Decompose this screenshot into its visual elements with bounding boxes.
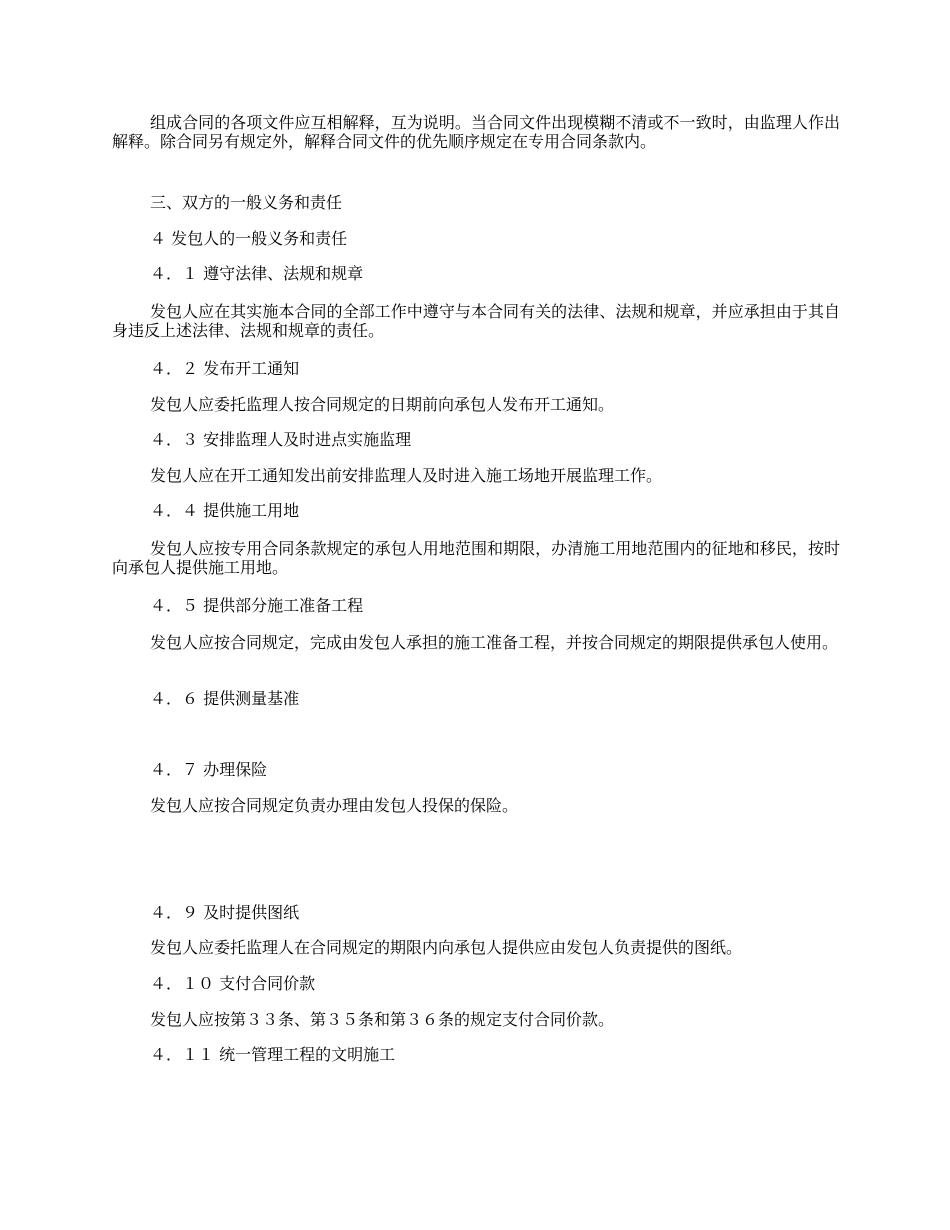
clause-heading-4-3: ４．３ 安排监理人及时进点实施监理	[150, 430, 412, 449]
clause-heading-4-5: ４．５ 提供部分施工准备工程	[150, 596, 364, 615]
paragraph-4-5: 发包人应按合同规定，完成由发包人承担的施工准备工程，并按合同规定的期限提供承包人使用。	[150, 633, 839, 652]
clause-heading-4-6: ４．６ 提供测量基准	[150, 689, 300, 708]
paragraph-contract-interpretation: 组成合同的各项文件应互相解释，互为说明。当合同文件出现模糊不清或不一致时，由监理人作出解释。除合同另有规定外，解释合同文件的优先顺序规定在专用合同条款内。	[112, 113, 840, 151]
paragraph-4-10: 发包人应按第３３条、第３５条和第３６条的规定支付合同价款。	[150, 1010, 615, 1029]
clause-heading-4-7: ４．７ 办理保险	[150, 760, 268, 779]
paragraph-4-4: 发包人应按专用合同条款规定的承包人用地范围和期限，办清施工用地范围内的征地和移民，按时向承包人提供施工用地。	[112, 539, 840, 577]
clause-heading-4: ４ 发包人的一般义务和责任	[150, 229, 348, 248]
clause-heading-4-10: ４．１０ 支付合同价款	[150, 974, 316, 993]
clause-heading-4-2: ４．２ 发布开工通知	[150, 359, 300, 378]
paragraph-4-7: 发包人应按合同规定负责办理由发包人投保的保险。	[150, 796, 519, 815]
clause-heading-4-9: ４．９ 及时提供图纸	[150, 903, 300, 922]
clause-heading-4-11: ４．１１ 统一管理工程的文明施工	[150, 1045, 396, 1064]
clause-heading-4-1: ４．１ 遵守法律、法规和规章	[150, 264, 364, 283]
clause-heading-4-4: ４．４ 提供施工用地	[150, 501, 300, 520]
paragraph-4-2: 发包人应委托监理人按合同规定的日期前向承包人发布开工通知。	[150, 395, 615, 414]
paragraph-4-9: 发包人应委托监理人在合同规定的期限内向承包人提供应由发包人负责提供的图纸。	[150, 938, 743, 957]
paragraph-4-1: 发包人应在其实施本合同的全部工作中遵守与本合同有关的法律、法规和规章，并应承担由于其自身违反上述法律、法规和规章的责任。	[112, 302, 840, 340]
paragraph-4-3: 发包人应在开工通知发出前安排监理人及时进入施工场地开展监理工作。	[150, 466, 663, 485]
section-heading-obligations: 三、双方的一般义务和责任	[150, 193, 343, 212]
